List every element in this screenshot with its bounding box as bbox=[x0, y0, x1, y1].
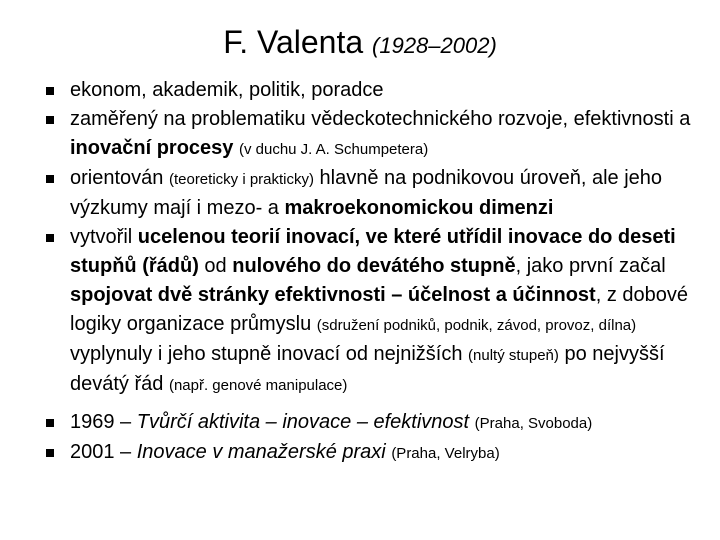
bullet-text-segment: orientován bbox=[70, 167, 169, 189]
bullet-text-segment: ekonom, akademik, politik, poradce bbox=[70, 79, 384, 101]
bullet-text-segment: (nultý stupeň) bbox=[468, 347, 559, 364]
bullet-text-segment: (sdružení podniků, podnik, závod, provoz, dílna) bbox=[316, 317, 637, 334]
bullet-text-segment: 2001 – bbox=[70, 441, 137, 463]
bullet-list bbox=[44, 76, 694, 468]
bullet-text-segment: Inovace v manažerské praxi bbox=[136, 441, 386, 463]
bullet-item bbox=[44, 105, 694, 164]
bullet-square-icon bbox=[46, 419, 54, 427]
bullet-text-segment: spojovat dvě stránky efektivnosti – účelnost a účinnost bbox=[70, 284, 596, 306]
bullet-text-segment: po nejvyšší devátý řád bbox=[70, 343, 665, 395]
bullet-text-segment: ucelenou teorií inovací, ve které utřídil inovace do deseti stupňů (řádů) bbox=[70, 226, 676, 277]
bullet-text-segment: zaměřený na problematiku vědeckotechnického rozvoje, efektivnosti a bbox=[70, 108, 691, 130]
bullet-square-icon bbox=[46, 116, 54, 124]
bullet-text-segment: vytvořil bbox=[70, 226, 138, 248]
bullet-text-segment: od bbox=[198, 255, 233, 277]
slide-title bbox=[0, 20, 720, 68]
bullet-item bbox=[44, 164, 694, 223]
bullet-square-icon bbox=[46, 449, 54, 457]
bullet-square-icon bbox=[46, 175, 54, 183]
bullet-text-segment: makroekonomickou dimenzi bbox=[284, 197, 554, 219]
title-years: (1928–2002) bbox=[372, 33, 497, 58]
bullet-text-segment: , z dobové logiky organizace průmyslu bbox=[70, 284, 688, 335]
bullet-text-segment: (Praha, Velryba) bbox=[391, 445, 500, 462]
bullet-item bbox=[44, 76, 694, 105]
bullet-item bbox=[44, 223, 694, 400]
bullet-text-segment: (v duchu J. A. Schumpetera) bbox=[238, 141, 429, 158]
bullet-text-segment: (teoreticky i prakticky) bbox=[168, 171, 314, 188]
bullet-text-segment: (Praha, Svoboda) bbox=[474, 415, 593, 432]
bullet-text-segment: (např. genové manipulace) bbox=[168, 377, 348, 394]
bullet-text-segment: vyplynuly i jeho stupně inovací od nejnižších bbox=[70, 343, 469, 365]
bullet-text-segment: hlavně na podnikovou úroveň, ale jeho výzkumy mají i mezo- a bbox=[70, 167, 663, 219]
bullet-text-segment: 1969 – bbox=[70, 411, 137, 433]
bullet-item bbox=[44, 438, 694, 468]
bullet-text-segment: inovační procesy bbox=[70, 137, 234, 159]
bullet-text-segment: , jako první začal bbox=[515, 255, 666, 277]
bullet-text-segment: nulového do devátého stupně bbox=[232, 255, 516, 277]
bullet-square-icon bbox=[46, 87, 54, 95]
bullet-square-icon bbox=[46, 234, 54, 242]
title-name: F. Valenta bbox=[223, 24, 364, 60]
bullet-text-segment: Tvůrčí aktivita – inovace – efektivnost bbox=[136, 411, 470, 433]
bullet-item bbox=[44, 408, 694, 438]
